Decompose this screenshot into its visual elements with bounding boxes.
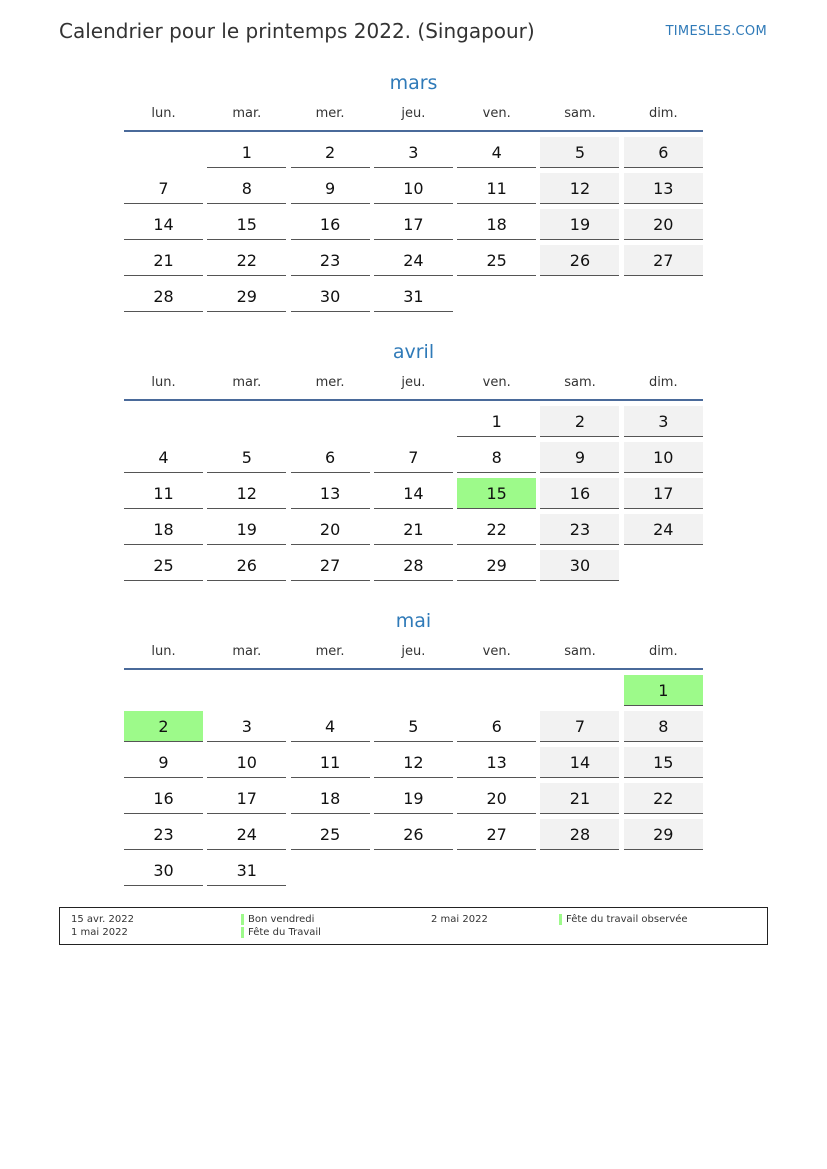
day-cell[interactable]: 23 xyxy=(124,819,203,850)
weekday-label: lun. xyxy=(151,106,176,121)
weekday-header xyxy=(124,641,703,663)
header-divider xyxy=(124,130,703,132)
day-cell[interactable]: 8 xyxy=(207,173,286,204)
day-cell[interactable]: 13 xyxy=(291,478,370,509)
weekday-label: mer. xyxy=(315,375,345,390)
empty-day-cell xyxy=(457,281,536,312)
day-cell[interactable]: 27 xyxy=(624,245,703,276)
day-cell[interactable]: 29 xyxy=(624,819,703,850)
day-cell[interactable]: 10 xyxy=(207,747,286,778)
day-cell[interactable]: 12 xyxy=(540,173,619,204)
day-cell[interactable]: 24 xyxy=(624,514,703,545)
day-cell[interactable]: 20 xyxy=(291,514,370,545)
weekday-label: jeu. xyxy=(401,375,426,390)
month-name: mai xyxy=(395,610,432,632)
day-cell[interactable]: 7 xyxy=(374,442,453,473)
day-cell[interactable]: 18 xyxy=(457,209,536,240)
day-cell[interactable]: 4 xyxy=(457,137,536,168)
week-row xyxy=(124,406,703,442)
day-cell[interactable]: 25 xyxy=(291,819,370,850)
day-cell[interactable]: 27 xyxy=(457,819,536,850)
empty-day-cell xyxy=(124,406,203,437)
day-cell[interactable]: 2 xyxy=(291,137,370,168)
day-cell[interactable]: 2 xyxy=(124,711,203,742)
day-cell[interactable]: 21 xyxy=(124,245,203,276)
month-name: mars xyxy=(389,72,438,94)
day-cell[interactable]: 12 xyxy=(207,478,286,509)
day-cell[interactable]: 26 xyxy=(207,550,286,581)
day-cell[interactable]: 19 xyxy=(540,209,619,240)
day-cell[interactable]: 5 xyxy=(207,442,286,473)
week-row xyxy=(124,209,703,245)
header-divider xyxy=(124,668,703,670)
empty-day-cell xyxy=(124,137,203,168)
day-cell[interactable]: 3 xyxy=(207,711,286,742)
day-cell[interactable]: 22 xyxy=(624,783,703,814)
empty-day-cell xyxy=(624,550,703,581)
day-cell[interactable]: 16 xyxy=(540,478,619,509)
day-cell[interactable]: 14 xyxy=(374,478,453,509)
weekday-label: ven. xyxy=(482,375,511,390)
weekday-label: dim. xyxy=(648,644,678,659)
day-cell[interactable]: 21 xyxy=(540,783,619,814)
day-cell[interactable]: 7 xyxy=(124,173,203,204)
week-row xyxy=(124,711,703,747)
empty-day-cell xyxy=(624,281,703,312)
week-row xyxy=(124,478,703,514)
day-cell[interactable]: 6 xyxy=(457,711,536,742)
empty-day-cell xyxy=(124,675,203,706)
day-cell[interactable]: 13 xyxy=(457,747,536,778)
week-grid xyxy=(124,406,703,586)
day-cell[interactable]: 18 xyxy=(124,514,203,545)
day-cell[interactable]: 14 xyxy=(124,209,203,240)
day-cell[interactable]: 28 xyxy=(540,819,619,850)
day-cell[interactable]: 8 xyxy=(624,711,703,742)
day-cell[interactable]: 25 xyxy=(457,245,536,276)
day-cell[interactable]: 3 xyxy=(374,137,453,168)
empty-day-cell xyxy=(540,281,619,312)
day-cell[interactable]: 11 xyxy=(124,478,203,509)
legend-holiday-name: Bon vendredi xyxy=(241,913,314,926)
day-cell[interactable]: 20 xyxy=(457,783,536,814)
day-cell[interactable]: 31 xyxy=(207,855,286,886)
week-row xyxy=(124,819,703,855)
empty-day-cell xyxy=(540,855,619,886)
day-cell[interactable]: 5 xyxy=(540,137,619,168)
day-cell[interactable]: 28 xyxy=(124,281,203,312)
day-cell[interactable]: 3 xyxy=(624,406,703,437)
day-cell[interactable]: 29 xyxy=(207,281,286,312)
day-cell[interactable]: 6 xyxy=(624,137,703,168)
weekday-label: mar. xyxy=(232,644,262,659)
day-cell[interactable]: 2 xyxy=(540,406,619,437)
day-cell[interactable]: 10 xyxy=(374,173,453,204)
day-cell[interactable]: 30 xyxy=(291,281,370,312)
day-cell[interactable]: 6 xyxy=(291,442,370,473)
day-cell[interactable]: 26 xyxy=(540,245,619,276)
brand-link[interactable]: TIMESLES.COM xyxy=(665,24,767,39)
week-row xyxy=(124,245,703,281)
empty-day-cell xyxy=(207,675,286,706)
month-name: avril xyxy=(392,341,435,363)
day-cell[interactable]: 4 xyxy=(124,442,203,473)
day-cell[interactable]: 14 xyxy=(540,747,619,778)
week-row xyxy=(124,675,703,711)
day-cell[interactable]: 21 xyxy=(374,514,453,545)
month-march xyxy=(124,69,703,317)
week-row xyxy=(124,137,703,173)
week-grid xyxy=(124,675,703,891)
weekday-label: jeu. xyxy=(401,644,426,659)
weekday-label: mar. xyxy=(232,375,262,390)
empty-day-cell xyxy=(291,855,370,886)
empty-day-cell xyxy=(291,675,370,706)
day-cell[interactable]: 15 xyxy=(624,747,703,778)
day-cell[interactable]: 11 xyxy=(457,173,536,204)
day-cell[interactable]: 18 xyxy=(291,783,370,814)
week-row xyxy=(124,747,703,783)
weekday-label: ven. xyxy=(482,106,511,121)
week-row xyxy=(124,855,703,891)
week-row xyxy=(124,281,703,317)
day-cell[interactable]: 12 xyxy=(374,747,453,778)
day-cell[interactable]: 19 xyxy=(374,783,453,814)
day-cell[interactable]: 15 xyxy=(207,209,286,240)
header-divider xyxy=(124,399,703,401)
day-cell[interactable]: 28 xyxy=(374,550,453,581)
week-row xyxy=(124,442,703,478)
weekday-label: lun. xyxy=(151,644,176,659)
weekday-label: jeu. xyxy=(401,106,426,121)
day-cell[interactable]: 20 xyxy=(624,209,703,240)
day-cell[interactable]: 22 xyxy=(457,514,536,545)
page-title: Calendrier pour le printemps 2022. (Singapour) xyxy=(59,19,535,43)
month-may xyxy=(124,607,703,891)
day-cell[interactable]: 13 xyxy=(624,173,703,204)
day-cell[interactable]: 27 xyxy=(291,550,370,581)
day-cell[interactable]: 1 xyxy=(207,137,286,168)
day-cell[interactable]: 31 xyxy=(374,281,453,312)
legend-date: 2 mai 2022 xyxy=(431,914,488,925)
day-cell[interactable]: 8 xyxy=(457,442,536,473)
day-cell[interactable]: 23 xyxy=(291,245,370,276)
day-cell[interactable]: 7 xyxy=(540,711,619,742)
weekday-label: sam. xyxy=(564,106,596,121)
day-cell[interactable]: 11 xyxy=(291,747,370,778)
weekday-label: sam. xyxy=(564,375,596,390)
weekday-label: lun. xyxy=(151,375,176,390)
legend-date: 15 avr. 2022 xyxy=(71,914,134,925)
day-cell[interactable]: 17 xyxy=(207,783,286,814)
weekday-label: dim. xyxy=(648,106,678,121)
day-cell[interactable]: 10 xyxy=(624,442,703,473)
empty-day-cell xyxy=(624,855,703,886)
day-cell[interactable]: 29 xyxy=(457,550,536,581)
day-cell[interactable]: 1 xyxy=(624,675,703,706)
weekday-label: mer. xyxy=(315,644,345,659)
weekday-label: dim. xyxy=(648,375,678,390)
weekday-label: mar. xyxy=(232,106,262,121)
day-cell[interactable]: 24 xyxy=(374,245,453,276)
day-cell[interactable]: 5 xyxy=(374,711,453,742)
day-cell[interactable]: 23 xyxy=(540,514,619,545)
day-cell[interactable]: 16 xyxy=(124,783,203,814)
weekday-label: sam. xyxy=(564,644,596,659)
day-cell[interactable]: 16 xyxy=(291,209,370,240)
weekday-header xyxy=(124,103,703,125)
legend-date: 1 mai 2022 xyxy=(71,927,128,938)
legend-holiday-name: Fête du Travail xyxy=(241,926,321,939)
week-row xyxy=(124,550,703,586)
empty-day-cell xyxy=(374,406,453,437)
day-cell[interactable]: 19 xyxy=(207,514,286,545)
day-cell[interactable]: 30 xyxy=(540,550,619,581)
empty-day-cell xyxy=(374,855,453,886)
empty-day-cell xyxy=(457,675,536,706)
day-cell[interactable]: 9 xyxy=(540,442,619,473)
day-cell[interactable]: 30 xyxy=(124,855,203,886)
weekday-label: mer. xyxy=(315,106,345,121)
day-cell[interactable]: 24 xyxy=(207,819,286,850)
week-row xyxy=(124,514,703,550)
legend-holiday-name: Fête du travail observée xyxy=(559,913,688,926)
weekday-header xyxy=(124,372,703,394)
weekday-label: ven. xyxy=(482,644,511,659)
week-grid xyxy=(124,137,703,317)
day-cell[interactable]: 15 xyxy=(457,478,536,509)
empty-day-cell xyxy=(291,406,370,437)
day-cell[interactable]: 25 xyxy=(124,550,203,581)
day-cell[interactable]: 26 xyxy=(374,819,453,850)
day-cell[interactable]: 17 xyxy=(624,478,703,509)
month-april xyxy=(124,338,703,586)
day-cell[interactable]: 17 xyxy=(374,209,453,240)
week-row xyxy=(124,783,703,819)
empty-day-cell xyxy=(374,675,453,706)
empty-day-cell xyxy=(457,855,536,886)
day-cell[interactable]: 4 xyxy=(291,711,370,742)
week-row xyxy=(124,173,703,209)
day-cell[interactable]: 22 xyxy=(207,245,286,276)
empty-day-cell xyxy=(540,675,619,706)
empty-day-cell xyxy=(207,406,286,437)
day-cell[interactable]: 9 xyxy=(124,747,203,778)
day-cell[interactable]: 9 xyxy=(291,173,370,204)
holiday-legend xyxy=(59,907,768,945)
day-cell[interactable]: 1 xyxy=(457,406,536,437)
